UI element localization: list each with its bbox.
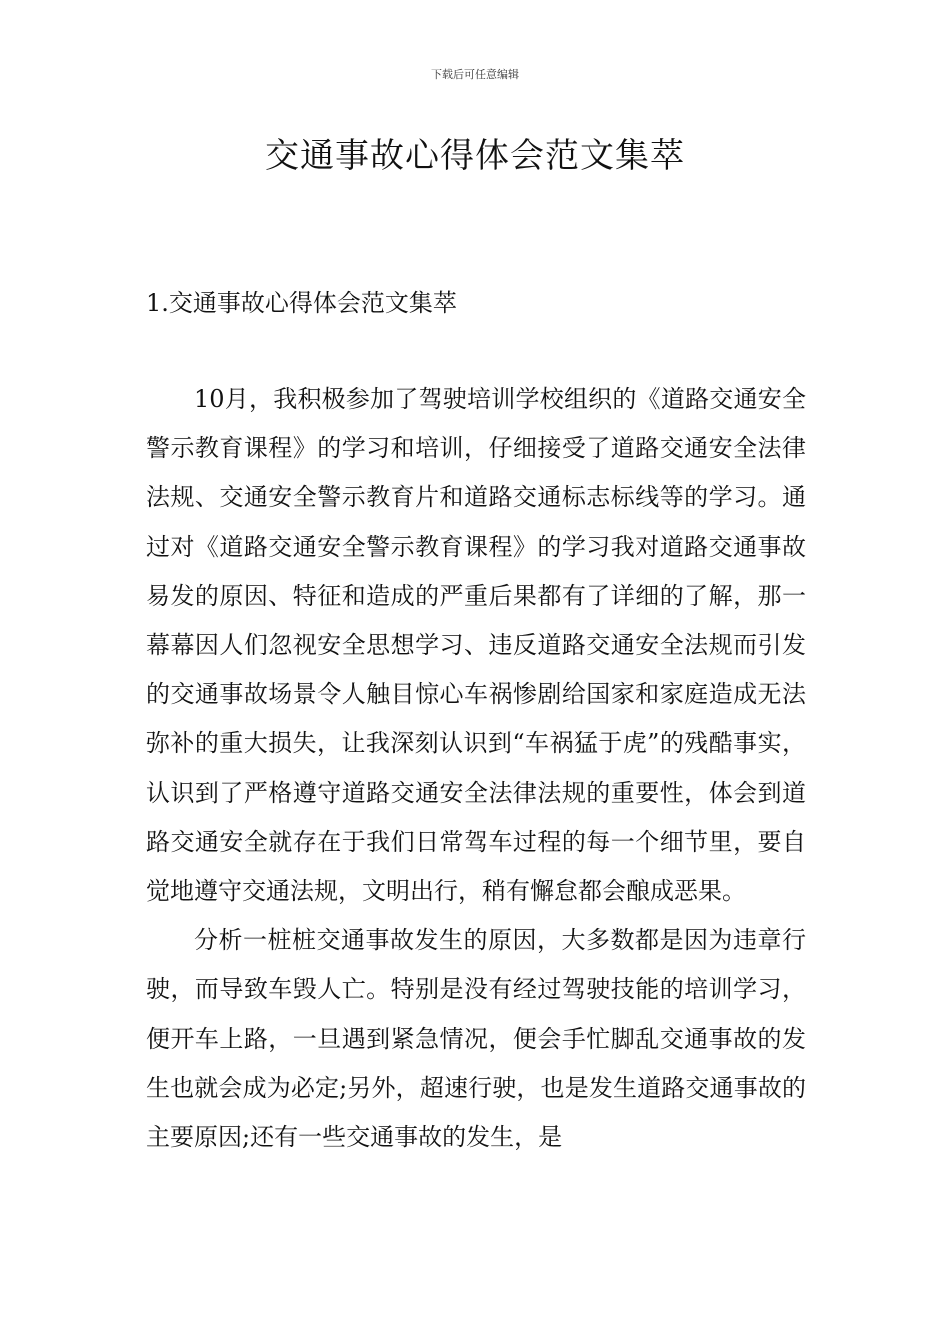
document-title: 交通事故心得体会范文集萃 [265, 136, 685, 176]
paragraph: 10月，我积极参加了驾驶培训学校组织的《道路交通安全警示教育课程》的学习和培训，仔细接受了道路交通安全法律法规、交通安全警示教育片和道路交通标志标线等的学习。通过对《道路交通安全警示教育课程》的学习我对道路交通事故易发的原因、特征和造成的严重后果都有了详细的了解，那一幕幕因人们忽视安全思想学习、违反道路交通安全法规而引发的交通事故场景令人触目惊心车祸惨剧给国家和家庭造成无法弥补的重大损失，让我深刻认识到“车祸猛于虎”的残酷事实，认识到了严格遵守道路交通安全法律法规的重要性，体会到道路交通安全就存在于我们日常驾车过程的每一个细节里，要自觉地遵守交通法规，文明出行，稍有懈怠都会酿成恶果。 [146, 385, 806, 906]
body-text [146, 375, 806, 1162]
paragraph: 分析一桩桩交通事故发生的原因，大多数都是因为违章行驶，而导致车毁人亡。特别是没有经过驾驶技能的培训学习，便开车上路，一旦遇到紧急情况，便会手忙脚乱交通事故的发生也就会成为必定;另外，超速行驶，也是发生道路交通事故的主要原因;还有一些交通事故的发生，是 [146, 926, 806, 1152]
header-note: 下载后可任意编辑 [431, 68, 519, 81]
section-heading: 1.交通事故心得体会范文集萃 [146, 289, 457, 317]
